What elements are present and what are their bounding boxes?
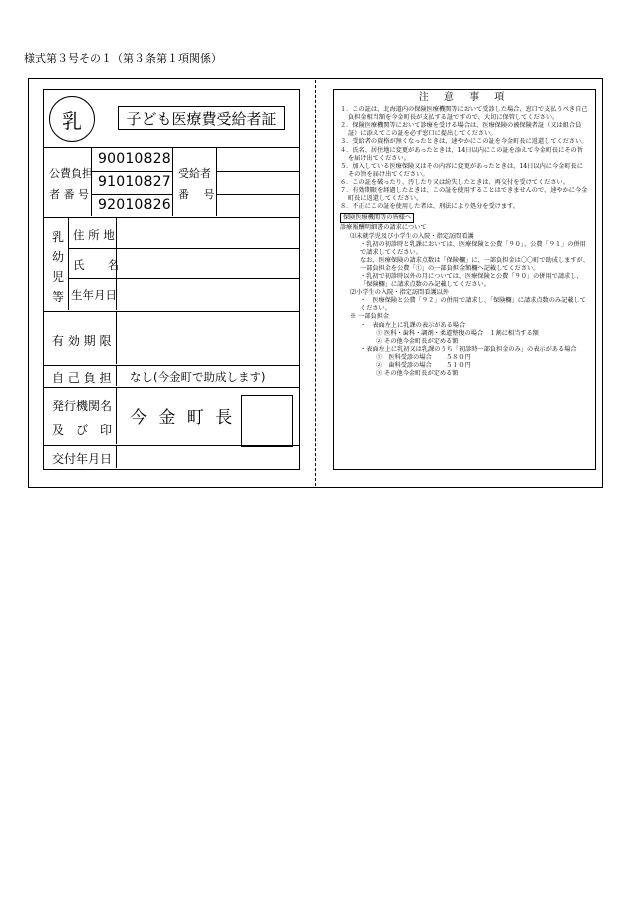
validity-label: 有 効 期 限 — [52, 334, 112, 348]
dental-visit-label: ② 歯科受診の場合 — [376, 362, 432, 369]
infant-label-4: 等 — [52, 290, 65, 304]
notice-item-7: ７．有効期限を経過したときは、この証を使用することはできませんので、速やかに今金町長に返還してください。 — [340, 187, 588, 203]
payer-number-2: 91010827 — [98, 174, 171, 190]
payer-number-3: 92010826 — [98, 197, 171, 213]
copay-case-a-2: ② その他今金町長が定める額 — [376, 337, 459, 345]
divider — [216, 171, 299, 172]
fold-line — [315, 80, 316, 486]
copay-case-b: ・表面左上に乳初又は乳課のうち「初診時一部負担金のみ」の表示がある場合 — [360, 345, 577, 353]
payer-number-label-2: 者 番 号 — [49, 188, 89, 201]
section-1-text-c: ・乳初で初診時以外の月については、医療保険と公費「９０」の併用で請求し、「保険欄」に請求点数のみ記載してください。 — [360, 272, 583, 289]
form-number-header: 様式第３号その１（第３条第１項関係） — [24, 52, 222, 65]
divider — [68, 218, 69, 310]
section-2-text: ・ 医療保険と公費「９２」の併用で請求し、「保険欄」に請求点数のみ記載してください。 — [360, 297, 586, 313]
notice-panel — [333, 89, 596, 470]
section-1-text-b: なお、医療保険の請求点数は「保険欄」に、一部負担金は〇〇町で助成しますが、一部負担金を公費「①」の一部負担金額欄へ記載してください。 — [360, 256, 589, 272]
infant-label-2: 幼 — [52, 250, 65, 264]
divider — [68, 248, 299, 249]
notice-item-4: ４．氏名、居住地に変更があったときは、14日以内にこの証を添えて今金町長にその旨を届け出てください。 — [340, 146, 583, 162]
divider — [68, 278, 299, 279]
divider — [116, 312, 117, 364]
billing-subheading: 診療報酬明細書の請求について — [340, 224, 427, 232]
title-row — [44, 90, 299, 148]
official-seal-box — [241, 395, 293, 447]
birth-date-label: 生年月日 — [71, 288, 117, 302]
issue-date-label: 交付年月日 — [52, 452, 113, 466]
copay-case-b-3: ③ その他今金町長が定める額 — [376, 370, 459, 378]
payer-number-1: 90010828 — [98, 151, 171, 167]
medical-visit-amount: ５８０円 — [446, 353, 471, 361]
recipient-number-label-2: 番 号 — [178, 188, 215, 201]
certificate-card — [43, 89, 300, 470]
divider — [116, 446, 117, 468]
copay-label: 自 己 負 担 — [52, 371, 112, 385]
name-label: 氏 名 — [73, 258, 119, 272]
copay-case-a-1: ① 医科・歯科・調剤・柔道整復の場合 １割に相当する額 — [376, 329, 539, 337]
divider — [91, 171, 172, 172]
divider — [116, 366, 117, 386]
copay-case-b-1 — [340, 354, 589, 362]
notice-item-6: ６．この証を破ったり、汚したり又は紛失したときは、再交付を受けてください。 — [340, 178, 569, 186]
issuer-label-2: 及 び 印 — [52, 423, 113, 437]
divider — [172, 148, 173, 216]
notice-title: 注 意 事 項 — [418, 92, 511, 103]
section-1-text-a: ・乳初の初診時と乳課においては、医療保険と公費「９０」、公費「９１」の併用で請求してください。 — [360, 240, 586, 256]
notice-item-1: １．この証は、北海道内の保険医療機関等において受診した場合、窓口で支払うべき自己負担金相当額を今金町長が支払する証ですので、大切に保管してください。 — [340, 106, 588, 122]
divider — [216, 148, 217, 216]
divider — [116, 388, 117, 444]
recipient-number-label-1: 受給者 — [178, 167, 211, 180]
infant-info-block — [44, 218, 299, 312]
notice-item-3: ３．受給者の資格が無くなったときは、速やかにこの証を今金町長に返還してください。 — [340, 138, 588, 146]
issuer-name: 今 金 町 長 — [130, 408, 236, 428]
notice-item-2: ２．保険医療機関等において診療を受ける場合は、医療保険の被保険者証（又は組合員証）に添えてこの証を必ず窓口に提出してください。 — [340, 122, 582, 138]
dental-visit-amount: ５１０円 — [446, 362, 471, 369]
issue-date-row — [44, 446, 299, 468]
infant-label-3: 児 — [52, 270, 65, 284]
section-2-heading: ⑵小学生の入院・指定訪問看護以外 — [350, 289, 449, 297]
notice-item-8: ８．不正にこの証を使用した者は、刑法により処分を受けます。 — [340, 203, 519, 211]
notice-item-5: ５．加入している医療保険又はその内容に変更があったときは、14日以内に今金町長にその旨を届け出てください。 — [340, 162, 583, 178]
infant-seal-mark: 乳 — [49, 96, 95, 142]
issuer-label-1: 発行機関名 — [52, 399, 113, 413]
payer-number-label-1: 公費負担 — [49, 167, 93, 180]
issuer-row — [44, 388, 299, 446]
divider — [91, 148, 92, 216]
divider — [216, 194, 299, 195]
copay-row — [44, 366, 299, 388]
copay-section-heading: ※ 一部負担金 — [350, 313, 390, 321]
copay-case-a: ・ 表面左上に乳課の表示がある場合 — [360, 321, 466, 329]
numbers-row — [44, 148, 299, 218]
medical-institutions-heading: 保険医療機関等の皆様へ — [340, 213, 414, 223]
address-label: 住 所 地 — [73, 228, 115, 242]
copay-value: なし(今金町で助成します) — [130, 370, 266, 384]
certificate-title: 子ども医療費受給者証 — [118, 106, 285, 130]
divider — [91, 194, 172, 195]
section-1-heading: ⑴未就学児及び小学生の入院・指定訪問看護 — [350, 232, 474, 240]
copay-case-b-2 — [340, 362, 589, 370]
validity-row — [44, 312, 299, 366]
medical-visit-label: ① 医科受診の場合 — [376, 353, 432, 361]
infant-label-1: 乳 — [52, 230, 65, 244]
